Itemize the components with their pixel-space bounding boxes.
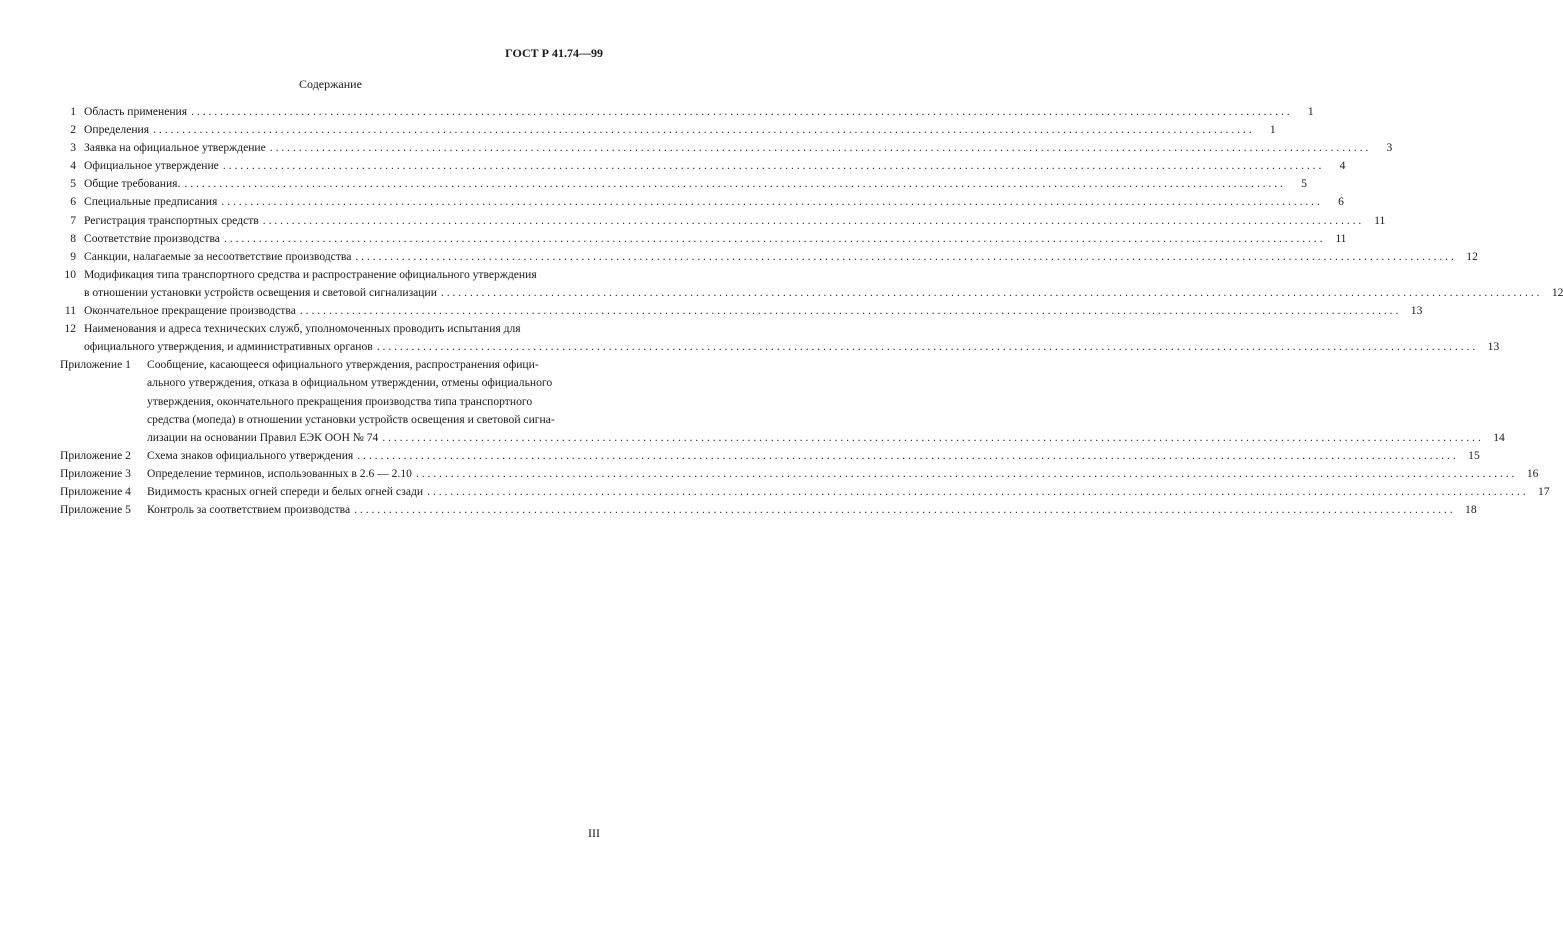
- toc-entry-6[interactable]: 6 Специальные предписания . . . 6: [60, 193, 603, 211]
- toc-title: Содержание: [299, 77, 362, 91]
- table-of-contents: [60, 103, 1563, 519]
- document-header: ГОСТ Р 41.74—99: [505, 46, 603, 60]
- toc-entry-9[interactable]: 9 Санкции, налагаемые за несоответствие производства . . . 12: [60, 248, 603, 266]
- toc-entry-8[interactable]: 8 Соответствие производства . . . 11: [60, 230, 603, 248]
- toc-entry-10[interactable]: 10 Модификация типа транспортного средства и распространение официального утверждения в отношении установки устройств освещения и световой сигнализации . . . 12: [60, 266, 603, 302]
- toc-entry-12[interactable]: 12 Наименования и адреса технических служб, уполномоченных проводить испытания для официального утверждения, и административных органов . . . 13: [60, 320, 603, 356]
- toc-appendix-3[interactable]: Приложение 3 Определение терминов, использованных в 2.6 — 2.10 . . . 16: [60, 465, 603, 483]
- toc-entry-11[interactable]: 11 Окончательное прекращение производства . . . 13: [60, 302, 603, 320]
- toc-entry-5[interactable]: 5 Общие требования. . . . 5: [60, 175, 603, 193]
- toc-entry-1[interactable]: 1 Область применения . . . 1: [60, 103, 603, 121]
- toc-entry-3[interactable]: 3 Заявка на официальное утверждение . . . 3: [60, 139, 603, 157]
- toc-entry-2[interactable]: 2 Определения . . . 1: [60, 121, 603, 139]
- toc-appendix-5[interactable]: Приложение 5 Контроль за соответствием производства . . . 18: [60, 501, 603, 519]
- toc-entry-4[interactable]: 4 Официальное утверждение . . . 4: [60, 157, 603, 175]
- toc-appendix-2[interactable]: Приложение 2 Схема знаков официального утверждения . . . 15: [60, 447, 603, 465]
- toc-appendix-4[interactable]: Приложение 4 Видимость красных огней спереди и белых огней сзади . . . 17: [60, 483, 603, 501]
- toc-appendix-1[interactable]: Приложение 1 Сообщение, касающееся официального утверждения, распространения офици- ального утверждения, отказа в официальном утверждении, отмены официального утверждения, окончательного прекращения производства типа транспортного средства (мопеда) в отношении установки устройств освещения и световой сигна- лизации на основании Правил ЕЭК ООН № 74 . . . 14: [60, 356, 603, 446]
- toc-entry-7[interactable]: 7 Регистрация транспортных средств . . . 11: [60, 212, 603, 230]
- page-number: III: [588, 826, 600, 840]
